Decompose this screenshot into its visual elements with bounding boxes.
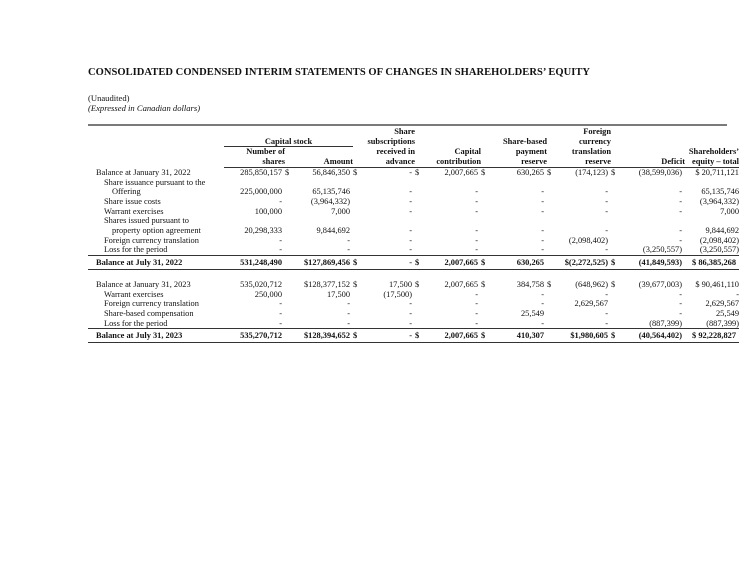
- cell-fx: $1,980,605: [547, 329, 611, 343]
- cell-amount: -: [347, 318, 350, 328]
- cell-shares: 20,298,333: [244, 226, 282, 236]
- cell-value: 2,007,665: [444, 258, 478, 268]
- cell-deficit: -: [679, 299, 682, 309]
- cell-amount: 65,135,746: [312, 187, 350, 197]
- cell-value: (41,849,593): [638, 258, 682, 268]
- cell-sbp: -: [541, 245, 544, 255]
- cell-fx: -: [605, 245, 608, 255]
- table-row: [88, 319, 739, 329]
- cell-shares: 535,020,712: [240, 279, 282, 289]
- cell-value: (38,599,036): [638, 167, 682, 177]
- header-total-l1: Shareholders’: [688, 147, 739, 157]
- currency-note: (Expressed in Canadian dollars): [88, 103, 201, 113]
- dollar-sign: $: [547, 167, 552, 177]
- cell-amount: $128,394,652: [285, 329, 353, 343]
- cell-deficit: -: [679, 235, 682, 245]
- cell-fx: -: [605, 206, 608, 216]
- cell-total: 25,549: [715, 308, 739, 318]
- cell-subscriptions: [353, 256, 415, 270]
- cell-deficit: [611, 329, 685, 343]
- cell-shares: -: [279, 235, 282, 245]
- cell-capital: -: [475, 235, 478, 245]
- cell-shares: -: [279, 245, 282, 255]
- cell-value: (40,564,402): [638, 331, 682, 341]
- cell-total: (887,399): [706, 318, 739, 328]
- dollar-sign: $: [481, 331, 486, 341]
- cell-amount: -: [347, 245, 350, 255]
- cell-shares: 531,248,490: [224, 256, 285, 270]
- header-fx-l1: Foreign: [583, 127, 611, 136]
- cell-capital: -: [475, 226, 478, 236]
- header-shares-l1: Number of: [246, 147, 285, 157]
- section-spacer: [88, 269, 739, 280]
- header-deficit: Deficit: [611, 157, 685, 167]
- cell-sbp: [481, 167, 547, 177]
- dollar-sign: $: [353, 331, 358, 341]
- table-row-label-only: [88, 216, 739, 226]
- header-sbp-l2: payment: [515, 147, 547, 157]
- dollar-sign: $: [547, 279, 552, 289]
- header-row-2: [88, 137, 739, 147]
- dollar-sign: $: [415, 167, 420, 177]
- cell-shares: 100,000: [254, 206, 282, 216]
- row-label: Loss for the period: [104, 245, 168, 255]
- dollar-sign: $: [611, 279, 616, 289]
- cell-amount: -: [347, 308, 350, 318]
- cell-sbp: [481, 256, 547, 270]
- header-fx-l3: translation: [571, 147, 611, 157]
- table-row: [88, 290, 739, 300]
- cell-deficit: -: [679, 308, 682, 318]
- dollar-sign: $: [353, 279, 358, 289]
- cell-fx: -: [605, 308, 608, 318]
- row-label: Foreign currency translation: [104, 235, 199, 245]
- cell-sbp: -: [541, 299, 544, 309]
- cell-total: 7,000: [720, 206, 739, 216]
- cell-value: 2,007,665: [444, 279, 478, 289]
- cell-value: -: [409, 258, 412, 268]
- header-capital-stock: Capital stock: [224, 137, 353, 147]
- table-row: [88, 207, 739, 217]
- cell-fx: [547, 167, 611, 177]
- cell-value: (39,677,003): [638, 279, 682, 289]
- cell-sbp: -: [541, 235, 544, 245]
- cell-capital: [415, 280, 481, 290]
- header-subscriptions-l3: received in: [376, 147, 415, 157]
- cell-total: (3,250,557): [699, 245, 739, 255]
- cell-deficit: -: [679, 289, 682, 299]
- cell-sbp: -: [541, 206, 544, 216]
- cell-total: 65,135,746: [701, 187, 739, 197]
- cell-fx: -: [605, 289, 608, 299]
- row-label: Share-based compensation: [104, 308, 194, 318]
- cell-value: 2,007,665: [444, 331, 478, 341]
- table-row: [88, 245, 739, 255]
- cell-value: 384,758: [516, 279, 544, 289]
- cell-total: 9,844,692: [705, 226, 739, 236]
- dollar-sign: $: [285, 167, 290, 177]
- cell-total: (2,098,402): [699, 235, 739, 245]
- cell-deficit: -: [679, 196, 682, 206]
- cell-value: 2,007,665: [444, 167, 478, 177]
- row-label: Share issuance pursuant to the: [104, 177, 206, 187]
- cell-deficit: [611, 167, 685, 177]
- header-amount: Amount: [285, 157, 353, 167]
- cell-fx: [547, 280, 611, 290]
- table-row-label-only: [88, 178, 739, 188]
- cell-fx: $(2,272,525): [547, 256, 611, 270]
- table-row: [88, 236, 739, 246]
- cell-subscriptions: -: [409, 196, 412, 206]
- cell-subscriptions: -: [409, 245, 412, 255]
- table-row: [88, 226, 739, 236]
- header-fx-l2: currency: [579, 137, 611, 147]
- header-total-l2: equity – total: [685, 157, 739, 167]
- row-label: Balance at January 31, 2023: [96, 279, 191, 289]
- unaudited-note: (Unaudited): [88, 93, 130, 103]
- header-row-3: [88, 147, 739, 157]
- cell-deficit: -: [679, 226, 682, 236]
- cell-value: 630,265: [516, 258, 544, 268]
- cell-total: -: [736, 289, 739, 299]
- row-label: Balance at July 31, 2023: [88, 329, 224, 343]
- header-capital-l1: Capital: [454, 147, 481, 157]
- table-row-opening-2022: [88, 167, 739, 177]
- cell-amount: (3,964,332): [310, 196, 350, 206]
- cell-total: 2,629,567: [705, 299, 739, 309]
- cell-shares: 535,270,712: [224, 329, 285, 343]
- cell-capital: -: [475, 318, 478, 328]
- cell-value: (174,123): [575, 167, 608, 177]
- row-label: Warrant exercises: [104, 289, 164, 299]
- cell-value: (648,962): [575, 279, 608, 289]
- dollar-sign: $: [611, 331, 616, 341]
- header-subscriptions-l2: subscriptions: [367, 137, 415, 147]
- cell-value: 56,846,350: [312, 167, 350, 177]
- dollar-sign: $: [415, 258, 420, 268]
- row-label-continued: property option agreement: [112, 226, 201, 236]
- cell-sbp: -: [541, 226, 544, 236]
- equity-statement-table: [88, 127, 739, 343]
- cell-sbp: -: [541, 318, 544, 328]
- cell-capital: -: [475, 289, 478, 299]
- cell-deficit: [611, 256, 685, 270]
- cell-shares: -: [279, 196, 282, 206]
- cell-sbp: -: [541, 289, 544, 299]
- table-row: [88, 309, 739, 319]
- cell-deficit: -: [679, 187, 682, 197]
- cell-amount: $128,377,152: [303, 279, 350, 289]
- cell-subscriptions: [353, 280, 415, 290]
- cell-value: 410,307: [516, 331, 544, 341]
- cell-deficit: (3,250,557): [642, 245, 682, 255]
- table-row-closing-2023: [88, 329, 739, 343]
- cell-fx: (2,098,402): [568, 235, 608, 245]
- row-label: Balance at July 31, 2022: [88, 256, 224, 270]
- cell-total: $ 86,385,268: [685, 256, 739, 270]
- cell-capital: -: [475, 187, 478, 197]
- cell-value: -: [409, 167, 412, 177]
- cell-sbp: [481, 329, 547, 343]
- cell-deficit: (887,399): [649, 318, 682, 328]
- dollar-sign: $: [611, 258, 616, 268]
- cell-fx: -: [605, 226, 608, 236]
- cell-amount: $127,869,456: [285, 256, 353, 270]
- cell-fx: 2,629,567: [574, 299, 608, 309]
- cell-value: -: [409, 331, 412, 341]
- cell-capital: [415, 167, 481, 177]
- cell-shares: -: [279, 299, 282, 309]
- cell-capital: [415, 256, 481, 270]
- statement-title: CONSOLIDATED CONDENSED INTERIM STATEMENTS OF CHANGES IN SHAREHOLDERS’ EQUITY: [88, 67, 591, 78]
- cell-shares: 250,000: [254, 289, 282, 299]
- cell-amount: 9,844,692: [316, 226, 350, 236]
- cell-subscriptions: -: [409, 206, 412, 216]
- cell-shares: 285,850,157: [240, 167, 282, 177]
- cell-capital: [415, 329, 481, 343]
- cell-total: $ 90,461,110: [695, 279, 739, 289]
- table-row: [88, 197, 739, 207]
- cell-total: $ 92,228,827: [685, 329, 739, 343]
- cell-subscriptions: -: [409, 235, 412, 245]
- row-label: Share issue costs: [104, 196, 161, 206]
- cell-subscriptions: [353, 329, 415, 343]
- cell-total: $ 20,711,121: [695, 167, 739, 177]
- cell-subscriptions: [353, 167, 415, 177]
- cell-amount: 17,500: [326, 289, 350, 299]
- cell-capital: -: [475, 245, 478, 255]
- header-capital-l2: contribution: [415, 157, 481, 167]
- row-label: Loss for the period: [104, 318, 168, 328]
- table-row: [88, 187, 739, 197]
- dollar-sign: $: [481, 167, 486, 177]
- cell-total: (3,964,332): [699, 196, 739, 206]
- row-label-continued: Offering: [112, 187, 141, 197]
- header-row-1: [88, 127, 739, 137]
- cell-fx: -: [605, 187, 608, 197]
- dollar-sign: $: [415, 331, 420, 341]
- cell-amount: [285, 167, 353, 177]
- dollar-sign: $: [481, 258, 486, 268]
- cell-shares: -: [279, 308, 282, 318]
- cell-sbp: -: [541, 196, 544, 206]
- header-row-4: [88, 157, 739, 167]
- header-sbp-l3: reserve: [481, 157, 547, 167]
- cell-subscriptions: -: [409, 318, 412, 328]
- cell-capital: -: [475, 196, 478, 206]
- table-row: [88, 299, 739, 309]
- cell-value: 630,265: [516, 167, 544, 177]
- row-label: Balance at January 31, 2022: [96, 167, 191, 177]
- header-sbp-l1: Share-based: [502, 137, 547, 147]
- cell-fx: -: [605, 318, 608, 328]
- header-subscriptions-l4: advance: [353, 157, 415, 167]
- row-label: Warrant exercises: [104, 206, 164, 216]
- cell-fx: -: [605, 196, 608, 206]
- dollar-sign: $: [353, 258, 358, 268]
- cell-amount: -: [347, 299, 350, 309]
- cell-deficit: [611, 280, 685, 290]
- dollar-sign: $: [415, 279, 420, 289]
- cell-subscriptions: -: [409, 226, 412, 236]
- row-label: Shares issued pursuant to: [104, 216, 189, 226]
- cell-subscriptions: -: [409, 308, 412, 318]
- cell-subscriptions: (17,500): [383, 289, 412, 299]
- cell-capital: -: [475, 308, 478, 318]
- header-fx-l4: reserve: [547, 157, 611, 167]
- cell-capital: -: [475, 299, 478, 309]
- dollar-sign: $: [481, 279, 486, 289]
- dollar-sign: $: [353, 167, 358, 177]
- cell-amount: 7,000: [331, 206, 350, 216]
- cell-shares: 225,000,000: [240, 187, 282, 197]
- cell-subscriptions: -: [409, 187, 412, 197]
- cell-deficit: -: [679, 206, 682, 216]
- cell-sbp: -: [541, 187, 544, 197]
- header-shares-l2: shares: [224, 157, 285, 167]
- cell-sbp: [481, 280, 547, 290]
- header-subscriptions-l1: Share: [394, 127, 415, 136]
- row-label: Foreign currency translation: [104, 299, 199, 309]
- cell-shares: -: [279, 318, 282, 328]
- cell-capital: -: [475, 206, 478, 216]
- cell-subscriptions: -: [409, 299, 412, 309]
- cell-sbp: 25,549: [520, 308, 544, 318]
- dollar-sign: $: [611, 167, 616, 177]
- table-top-rule: [88, 124, 727, 126]
- table-row-closing-2022: [88, 256, 739, 270]
- table-row-opening-2023: [88, 280, 739, 290]
- cell-value: 17,500: [388, 279, 412, 289]
- cell-amount: -: [347, 235, 350, 245]
